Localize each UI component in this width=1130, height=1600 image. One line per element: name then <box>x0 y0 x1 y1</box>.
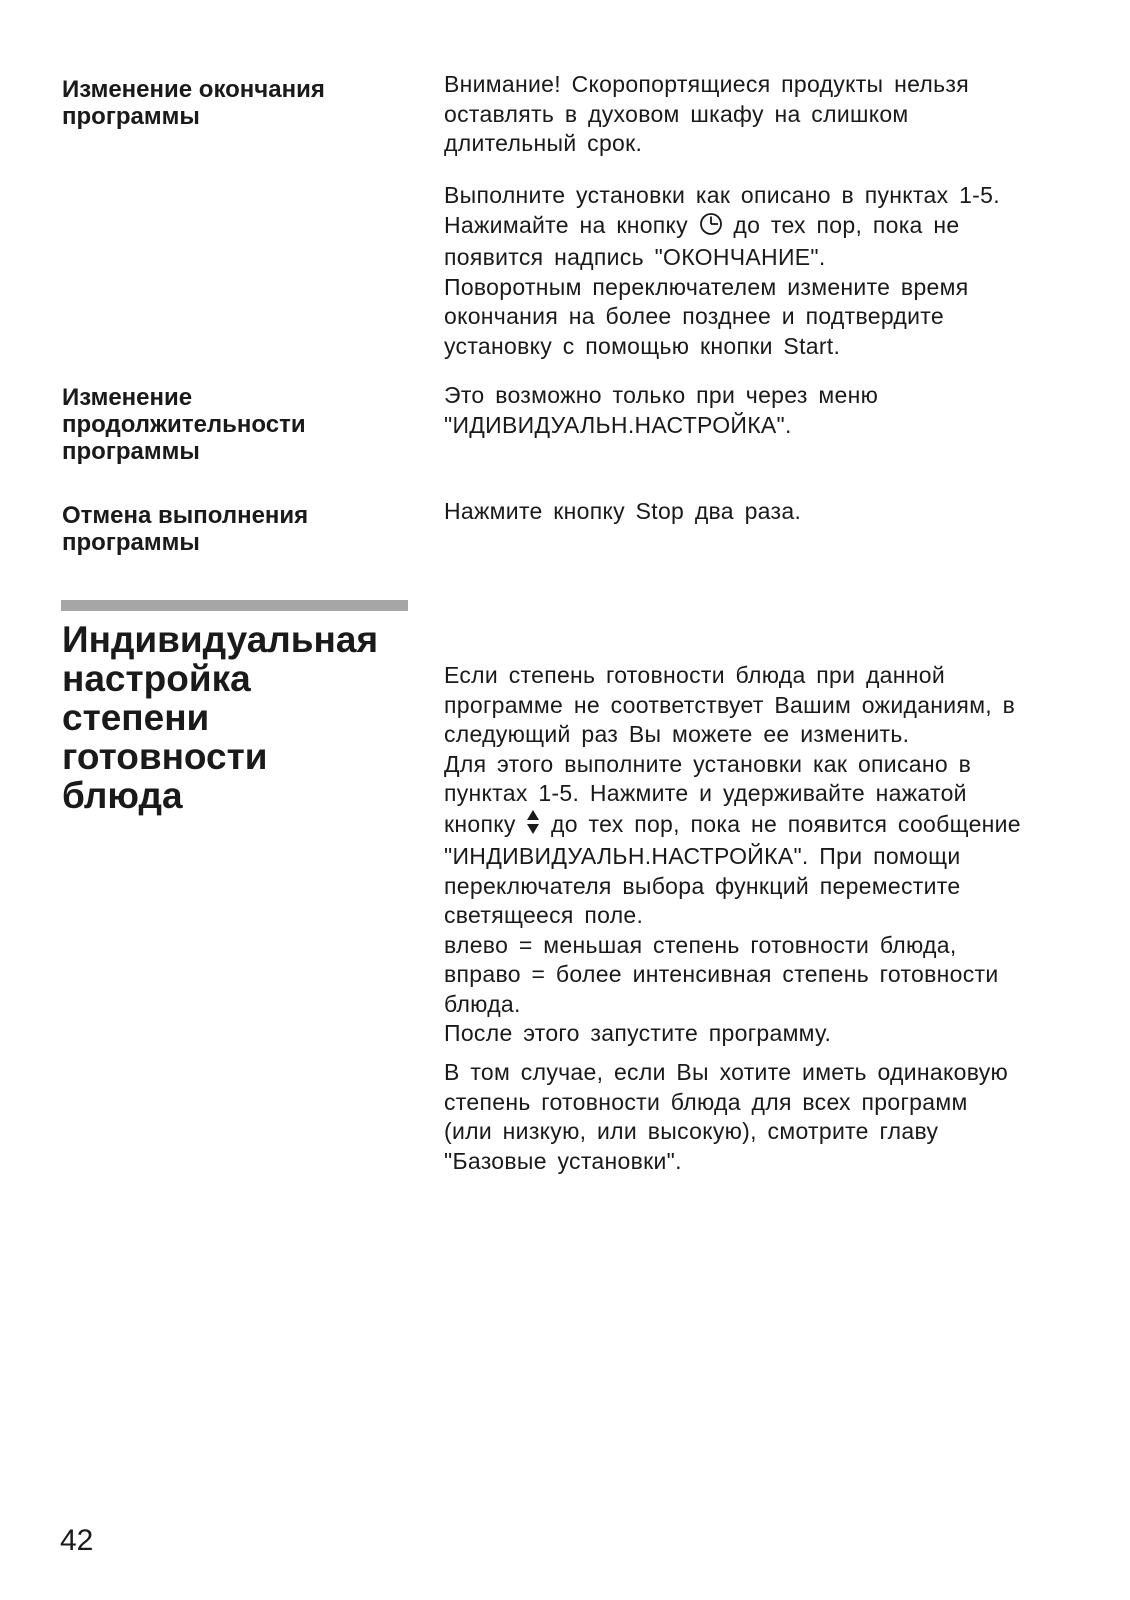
clock-icon <box>699 212 723 244</box>
section-heading-end-time: Изменение окончания программы <box>62 76 325 130</box>
up-down-arrow-icon <box>526 809 540 843</box>
text-line: Внимание! Скоропортящиеся продукты нельзя <box>444 71 970 97</box>
text-line: "Базовые установки". <box>444 1147 682 1174</box>
text-line: оставлять в духовом шкафу на слишком <box>444 100 909 127</box>
text-line-with-icon <box>444 809 1084 843</box>
text-line: степень готовности блюда для всех программ <box>444 1088 968 1115</box>
section-heading-duration: Изменение продолжительности программы <box>62 384 306 465</box>
main-section-heading <box>62 620 402 815</box>
text-line: следующий раз Вы можете ее изменить. <box>444 721 910 747</box>
text-line: светящееся поле. <box>444 902 644 928</box>
text-line: В том случае, если Вы хотите иметь одинаковую <box>444 1059 1009 1085</box>
end-time-instructions <box>444 181 1084 361</box>
text-line: (или низкую, или высокую), смотрите главу <box>444 1118 939 1144</box>
text-line: Поворотным переключателем измените время <box>444 273 969 300</box>
text-line: Выполните установки как описано в пунктах 1-5. <box>444 182 1000 208</box>
text-fragment: до тех пор, пока не появится сообщение <box>551 810 1021 837</box>
text-line: пунктах 1-5. Нажмите и удерживайте нажатой <box>444 780 967 806</box>
text-line: Для этого выполните установки как описано в <box>444 750 972 777</box>
text-line: После этого запустите программу. <box>444 1020 832 1046</box>
text-line: установку с помощью кнопки Start. <box>444 332 841 359</box>
duration-text <box>444 381 1084 440</box>
text-fragment: до тех пор, пока не <box>733 211 960 238</box>
text-fragment: Нажимайте на кнопку <box>444 211 688 238</box>
text-line: "ИДИВИДУАЛЬН.НАСТРОЙКА". <box>444 411 792 438</box>
text-line: длительный срок. <box>444 130 643 156</box>
cancel-text <box>444 497 1084 527</box>
section-heading-cancel: Отмена выполнения программы <box>62 502 309 556</box>
text-fragment: кнопку <box>444 810 516 837</box>
text-line: появится надпись "ОКОНЧАНИЕ". <box>444 244 826 270</box>
section-divider <box>61 600 408 611</box>
text-line: Нажмите кнопку Stop два раза. <box>444 498 802 524</box>
text-line: Это возможно только при через меню <box>444 382 879 408</box>
text-line: Если степень готовности блюда при данной <box>444 662 945 688</box>
page-number: 42 <box>60 1524 94 1557</box>
heading-line: блюда <box>62 775 183 816</box>
text-line: окончания на более позднее и подтвердите <box>444 303 944 329</box>
heading-line: готовности <box>62 736 268 777</box>
text-line: переключателя выбора функций переместите <box>444 872 961 899</box>
heading-line: степени <box>62 697 210 738</box>
text-line: блюда. <box>444 990 521 1017</box>
text-line-with-icon <box>444 211 1084 244</box>
text-line: программе не соответствует Вашим ожиданиям, в <box>444 691 1016 718</box>
heading-line: Индивидуальная <box>62 619 379 660</box>
doneness-instructions <box>444 661 1084 1049</box>
end-time-warning <box>444 70 1084 159</box>
text-line: вправо = более интенсивная степень готовности <box>444 961 999 987</box>
text-line: влево = меньшая степень готовности блюда, <box>444 931 957 958</box>
heading-line: настройка <box>62 658 251 699</box>
text-line: "ИНДИВИДУАЛЬН.НАСТРОЙКА". При помощи <box>444 843 961 869</box>
basic-settings-note <box>444 1058 1084 1176</box>
